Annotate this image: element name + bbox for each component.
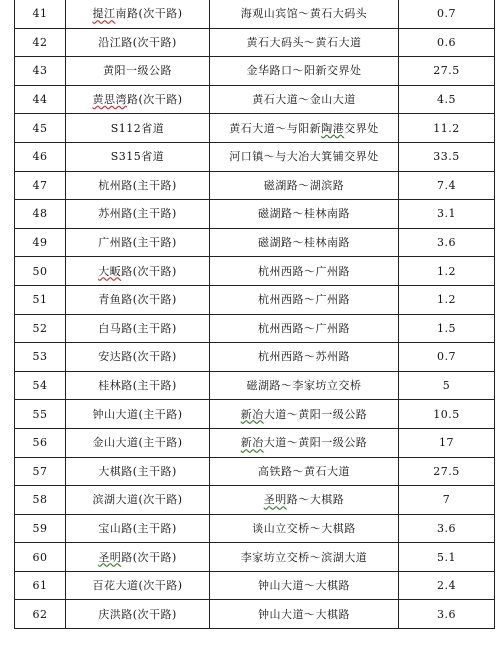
- road-range: [210, 0, 399, 28]
- row-number-text: 46: [32, 150, 48, 164]
- road-length-text: 0.7: [437, 7, 456, 21]
- road-range-text: 磁湖路～桂林南路: [258, 207, 350, 221]
- road-range-text: 黄石大道～与阳新陶港交界处: [229, 121, 379, 135]
- road-range-text: 河口镇～与大冶大箕铺交界处: [229, 150, 379, 164]
- road-length-text: 17: [439, 436, 454, 450]
- row-number: [15, 171, 66, 200]
- road-name-text: 青鱼路(次干路): [98, 293, 177, 307]
- row-number-text: 61: [32, 579, 48, 593]
- road-length-text: 10.5: [433, 407, 460, 421]
- row-number: [15, 486, 66, 515]
- row-number: [15, 228, 66, 257]
- road-length-text: 27.5: [433, 464, 460, 478]
- road-range-text: 圣明路～大棋路: [263, 493, 345, 507]
- table-row: [15, 600, 495, 629]
- road-range: [210, 486, 399, 515]
- road-name: [66, 428, 210, 457]
- row-number-text: 41: [32, 7, 48, 21]
- row-number: [15, 285, 66, 314]
- road-length-text: 5: [442, 379, 451, 393]
- road-range: [210, 571, 399, 600]
- road-range-text: 黄石大道～金山大道: [252, 93, 356, 107]
- road-length: [399, 457, 495, 486]
- road-range-text: 磁湖路～湖滨路: [263, 178, 345, 192]
- road-name: [66, 171, 210, 200]
- road-length: [399, 514, 495, 543]
- road-length-text: 3.6: [437, 521, 456, 535]
- road-length-text: 1.2: [437, 264, 456, 278]
- table-row: [15, 543, 495, 572]
- row-number-text: 50: [32, 264, 48, 278]
- road-range: [210, 85, 399, 114]
- road-range: [210, 257, 399, 286]
- road-length: [399, 57, 495, 86]
- road-length-text: 3.6: [437, 236, 456, 250]
- row-number: [15, 371, 66, 400]
- road-name-text: 圣明路(次干路): [98, 550, 177, 564]
- row-number-text: 53: [32, 350, 48, 364]
- row-number-text: 56: [32, 436, 48, 450]
- road-name: [66, 85, 210, 114]
- row-number: [15, 57, 66, 86]
- road-name-text: 安达路(次干路): [98, 350, 177, 364]
- road-name-text: 杭州路(主干路): [98, 178, 177, 192]
- road-name: [66, 400, 210, 429]
- road-name-text: 桂林路(主干路): [98, 379, 177, 393]
- road-length: [399, 371, 495, 400]
- row-number: [15, 543, 66, 572]
- road-length: [399, 285, 495, 314]
- table-row: [15, 228, 495, 257]
- road-range-text: 黄石大码头～黄石大道: [246, 35, 362, 49]
- road-length-text: 5.1: [437, 550, 456, 564]
- row-number: [15, 257, 66, 286]
- road-name: [66, 142, 210, 171]
- road-length: [399, 200, 495, 229]
- road-range: [210, 457, 399, 486]
- table-row: [15, 343, 495, 372]
- row-number-text: 44: [32, 93, 48, 107]
- road-range-text: 新冶大道～黄阳一级公路: [240, 407, 368, 421]
- row-number-text: 47: [32, 178, 48, 192]
- road-length: [399, 486, 495, 515]
- road-length: [399, 142, 495, 171]
- road-name: [66, 285, 210, 314]
- road-length: [399, 571, 495, 600]
- table-row: [15, 314, 495, 343]
- road-name-text: 苏州路(主干路): [98, 207, 177, 221]
- table-row: [15, 57, 495, 86]
- row-number: [15, 457, 66, 486]
- road-name-text: 白马路(主干路): [98, 321, 177, 335]
- row-number: [15, 114, 66, 143]
- road-name-text: S315省道: [110, 150, 165, 164]
- row-number: [15, 314, 66, 343]
- road-name-text: 广州路(主干路): [98, 236, 177, 250]
- table-row: [15, 486, 495, 515]
- road-name: [66, 28, 210, 57]
- road-range: [210, 400, 399, 429]
- table-row: [15, 85, 495, 114]
- road-range: [210, 114, 399, 143]
- road-name: [66, 543, 210, 572]
- row-number-text: 49: [32, 236, 48, 250]
- row-number-text: 52: [32, 321, 48, 335]
- road-name-text: 庆洪路(次干路): [98, 607, 177, 621]
- road-name: [66, 57, 210, 86]
- row-number-text: 48: [32, 207, 48, 221]
- road-range-text: 杭州西路～广州路: [258, 264, 350, 278]
- row-number-text: 55: [32, 407, 48, 421]
- row-number: [15, 428, 66, 457]
- road-name-text: 百花大道(次干路): [92, 579, 183, 593]
- road-length-text: 0.7: [437, 350, 456, 364]
- road-name: [66, 600, 210, 629]
- road-name: [66, 228, 210, 257]
- road-range-text: 谈山立交桥～大棋路: [252, 521, 356, 535]
- road-range: [210, 28, 399, 57]
- road-name: [66, 0, 210, 28]
- row-number-text: 62: [32, 607, 48, 621]
- road-range: [210, 514, 399, 543]
- road-name-text: 金山大道(主干路): [92, 436, 183, 450]
- road-table: [14, 0, 495, 629]
- row-number-text: 58: [32, 493, 48, 507]
- road-name: [66, 200, 210, 229]
- road-length: [399, 0, 495, 28]
- row-number-text: 51: [32, 293, 48, 307]
- row-number: [15, 400, 66, 429]
- road-range-text: 新冶大道～黄阳一级公路: [240, 436, 368, 450]
- road-name: [66, 314, 210, 343]
- road-length-text: 7: [442, 493, 451, 507]
- road-length-text: 7.4: [437, 178, 456, 192]
- road-name: [66, 486, 210, 515]
- road-range: [210, 343, 399, 372]
- road-range-text: 杭州西路～广州路: [258, 321, 350, 335]
- table-row: [15, 514, 495, 543]
- table-row: [15, 400, 495, 429]
- row-number: [15, 142, 66, 171]
- row-number: [15, 514, 66, 543]
- road-name-text: 宝山路(主干路): [98, 521, 177, 535]
- table-row: [15, 0, 495, 28]
- road-range: [210, 200, 399, 229]
- road-range-text: 磁湖路～李家坊立交桥: [246, 379, 362, 393]
- road-name: [66, 343, 210, 372]
- road-name-text: S112省道: [110, 121, 165, 135]
- table-row: [15, 114, 495, 143]
- road-range: [210, 600, 399, 629]
- row-number-text: 54: [32, 379, 48, 393]
- row-number-text: 45: [32, 121, 48, 135]
- row-number: [15, 85, 66, 114]
- row-number-text: 59: [32, 521, 48, 535]
- road-range-text: 杭州西路～苏州路: [258, 350, 350, 364]
- road-name-text: 黄思湾路(次干路): [92, 93, 183, 107]
- road-range: [210, 428, 399, 457]
- table-row: [15, 571, 495, 600]
- row-number: [15, 600, 66, 629]
- row-number: [15, 0, 66, 28]
- road-name-text: 提江南路(次干路): [92, 7, 183, 21]
- road-length: [399, 28, 495, 57]
- road-range-text: 高铁路～黄石大道: [258, 464, 350, 478]
- road-length: [399, 85, 495, 114]
- road-range-text: 杭州西路～广州路: [258, 293, 350, 307]
- row-number: [15, 28, 66, 57]
- table-row: [15, 457, 495, 486]
- road-name: [66, 571, 210, 600]
- road-length-text: 27.5: [433, 64, 460, 78]
- road-length-text: 3.6: [437, 607, 456, 621]
- road-name-text: 黄阳一级公路: [103, 64, 172, 78]
- row-number-text: 43: [32, 64, 48, 78]
- road-range: [210, 142, 399, 171]
- table-row: [15, 285, 495, 314]
- road-name: [66, 514, 210, 543]
- road-length: [399, 343, 495, 372]
- road-length-text: 33.5: [433, 150, 460, 164]
- row-number: [15, 343, 66, 372]
- road-name-text: 大棋路(主干路): [98, 464, 177, 478]
- road-range-text: 海观山宾馆～黄石大码头: [240, 7, 368, 21]
- row-number: [15, 200, 66, 229]
- table-row: [15, 371, 495, 400]
- road-range-text: 磁湖路～桂林南路: [258, 236, 350, 250]
- road-name: [66, 257, 210, 286]
- road-range: [210, 314, 399, 343]
- road-length: [399, 171, 495, 200]
- table-row: [15, 28, 495, 57]
- row-number-text: 42: [32, 35, 48, 49]
- row-number-text: 57: [32, 464, 48, 478]
- table-row: [15, 428, 495, 457]
- road-length: [399, 228, 495, 257]
- road-length-text: 0.6: [437, 35, 456, 49]
- road-length-text: 11.2: [433, 121, 460, 135]
- road-table-body: [15, 0, 495, 629]
- table-row: [15, 200, 495, 229]
- road-name-text: 钟山大道(主干路): [92, 407, 183, 421]
- road-range-text: 李家坊立交桥～滨湖大道: [240, 550, 368, 564]
- row-number: [15, 571, 66, 600]
- road-range: [210, 543, 399, 572]
- road-name-text: 滨湖大道(次干路): [92, 493, 183, 507]
- road-name: [66, 371, 210, 400]
- road-range-text: 钟山大道～大棋路: [258, 579, 350, 593]
- road-length: [399, 400, 495, 429]
- road-length: [399, 600, 495, 629]
- road-length-text: 1.2: [437, 293, 456, 307]
- road-range: [210, 228, 399, 257]
- road-range-text: 金华路口～阳新交界处: [246, 64, 362, 78]
- road-length: [399, 257, 495, 286]
- road-length: [399, 314, 495, 343]
- table-row: [15, 257, 495, 286]
- road-length-text: 3.1: [437, 207, 456, 221]
- road-length-text: 4.5: [437, 93, 456, 107]
- road-name-text: 大畈路(次干路): [98, 264, 177, 278]
- road-name-text: 沿江路(次干路): [98, 35, 177, 49]
- road-length: [399, 114, 495, 143]
- road-range-text: 钟山大道～大棋路: [258, 607, 350, 621]
- road-range: [210, 371, 399, 400]
- road-length-text: 2.4: [437, 579, 456, 593]
- table-row: [15, 142, 495, 171]
- row-number-text: 60: [32, 550, 48, 564]
- table-row: [15, 171, 495, 200]
- road-range: [210, 57, 399, 86]
- road-range: [210, 285, 399, 314]
- road-range: [210, 171, 399, 200]
- road-name: [66, 114, 210, 143]
- road-length-text: 1.5: [437, 321, 456, 335]
- road-length: [399, 428, 495, 457]
- road-length: [399, 543, 495, 572]
- road-name: [66, 457, 210, 486]
